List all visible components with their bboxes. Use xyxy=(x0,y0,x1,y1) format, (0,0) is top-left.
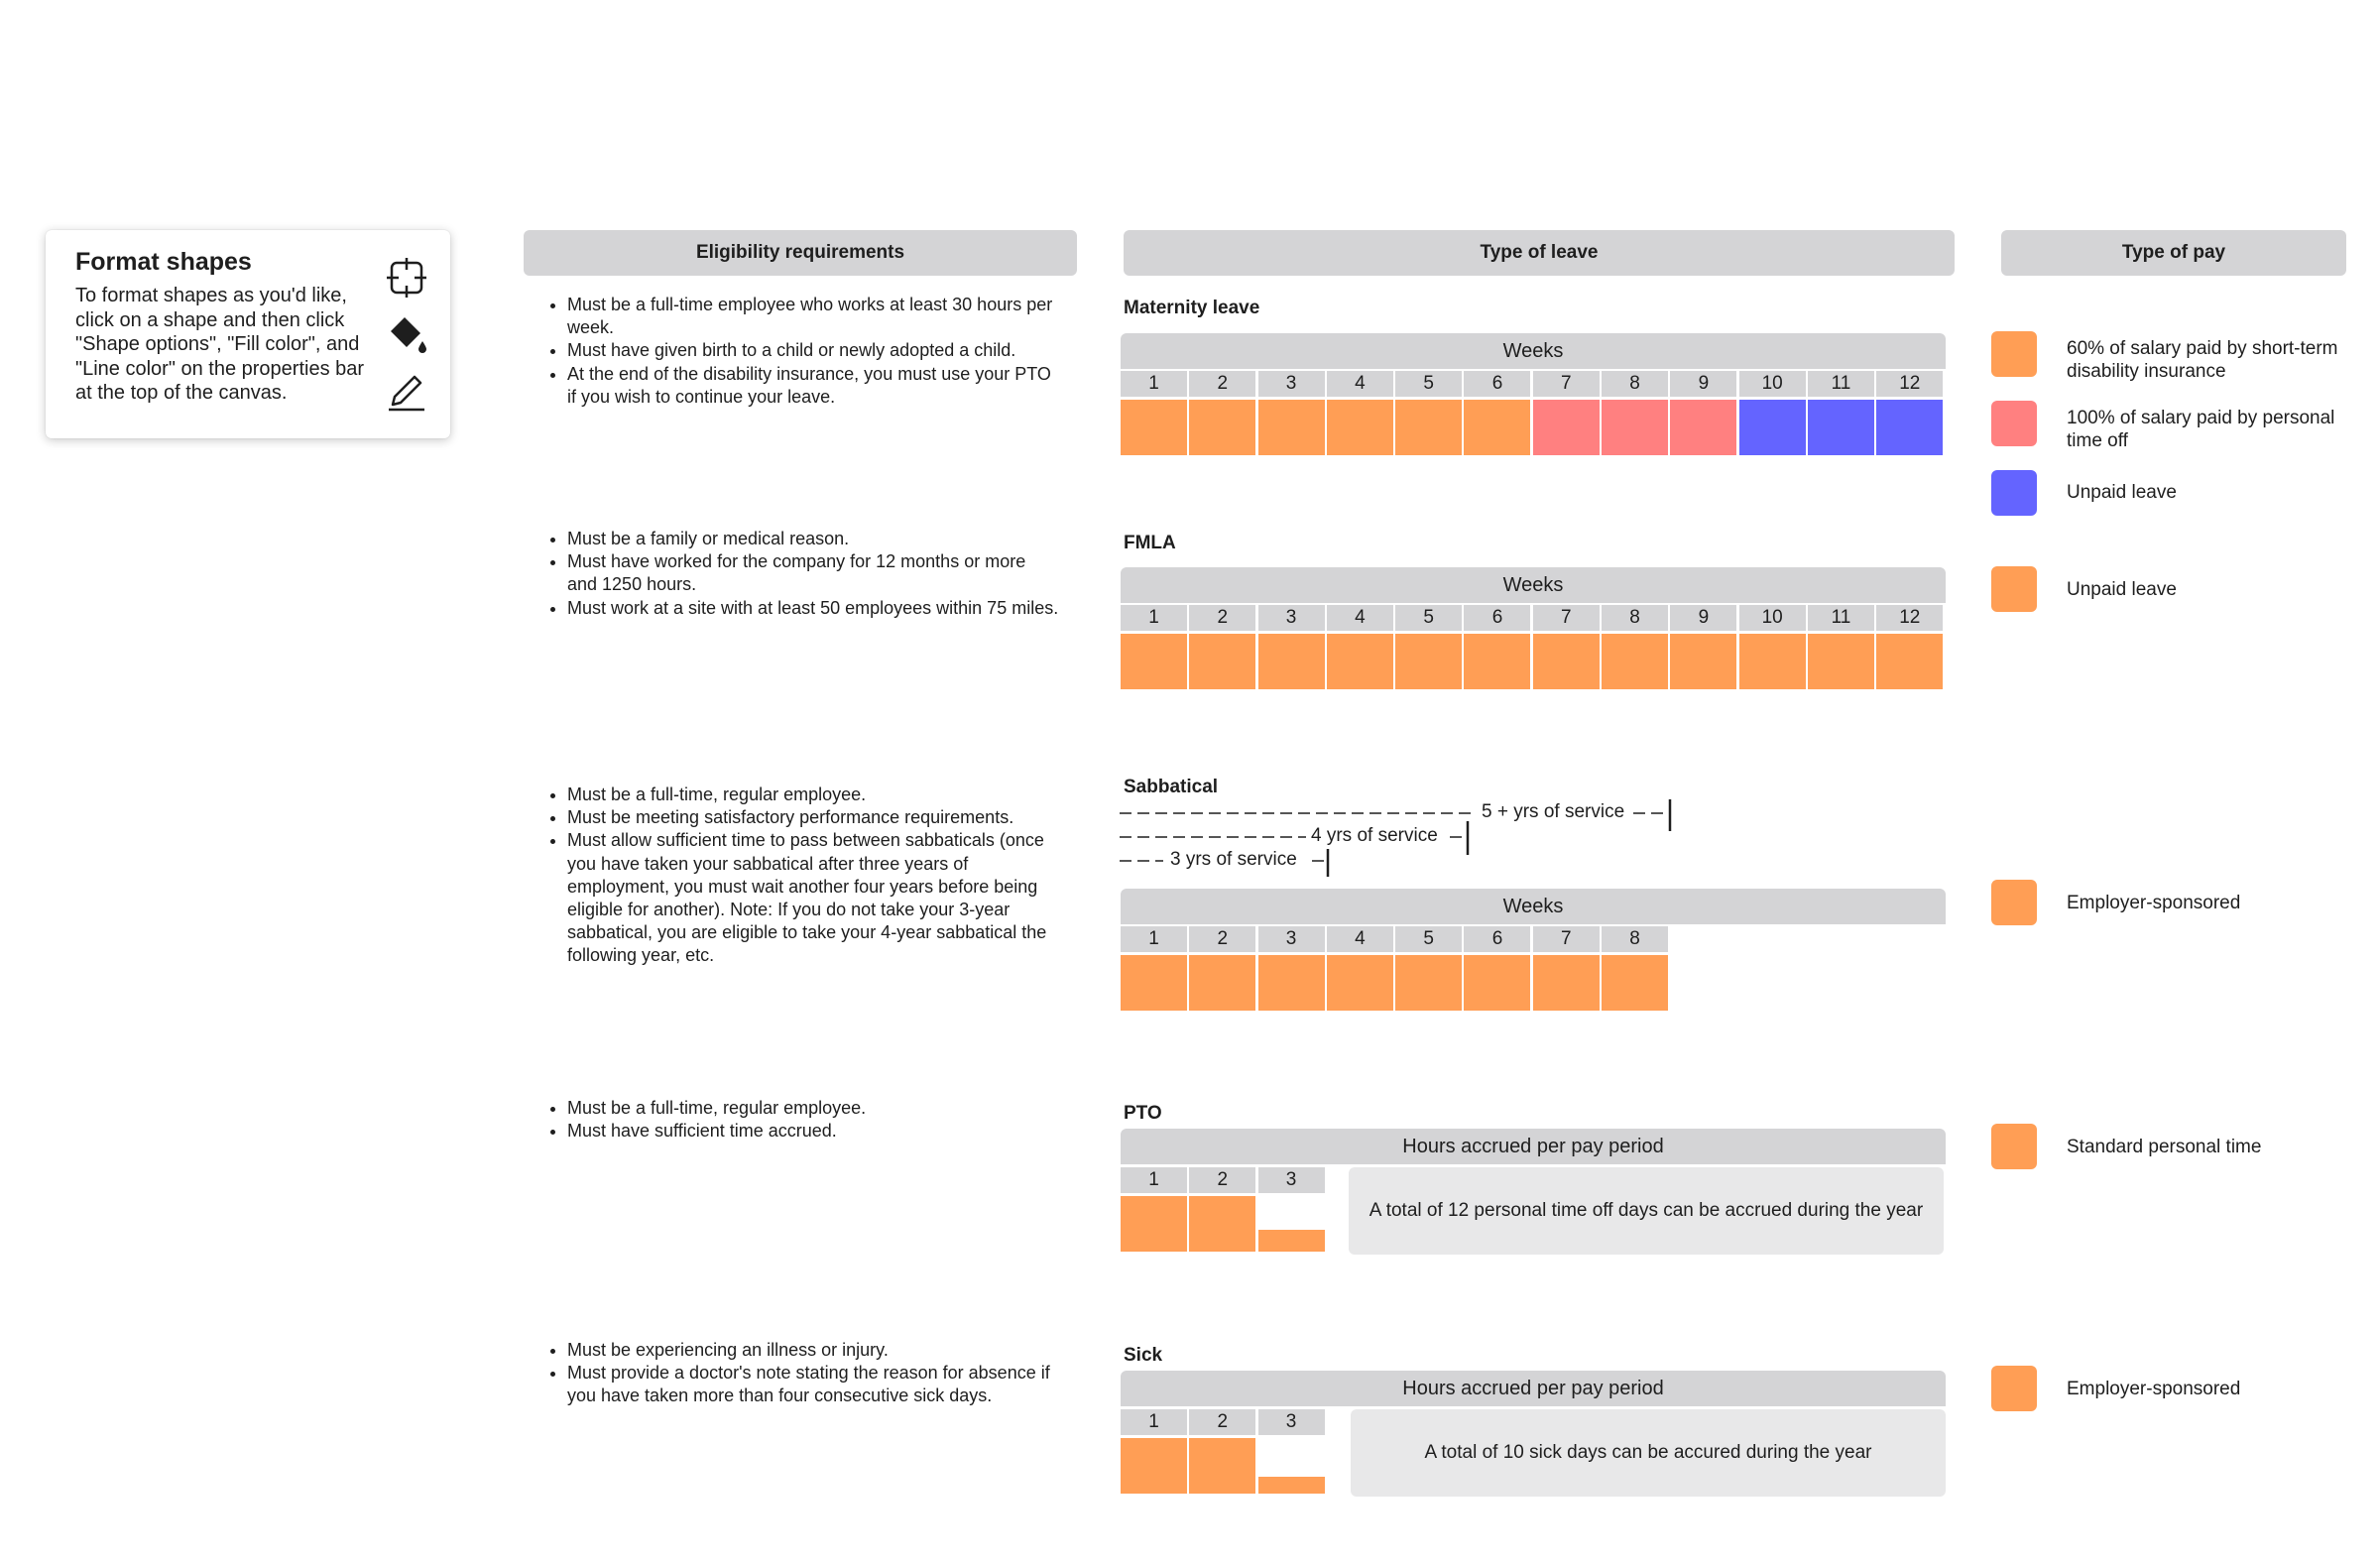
period-number: 1 xyxy=(1121,1167,1187,1193)
week-number: 11 xyxy=(1808,371,1874,397)
week-block[interactable] xyxy=(1739,400,1806,455)
pto-note: A total of 12 personal time off days can be accrued during the year xyxy=(1349,1167,1944,1255)
legend-swatch-blue[interactable] xyxy=(1991,470,2037,516)
week-number: 8 xyxy=(1602,926,1668,952)
pto-hours-bar: Hours accrued per pay period xyxy=(1121,1129,1946,1164)
sick-note: A total of 10 sick days can be accured during the year xyxy=(1351,1409,1946,1497)
format-shapes-card xyxy=(46,230,450,438)
week-block[interactable] xyxy=(1327,634,1393,689)
list-item: • Must have worked for the company for 12 months or more and 1250 hours. xyxy=(567,550,1059,596)
week-number: 11 xyxy=(1808,605,1874,631)
week-number: 1 xyxy=(1121,605,1187,631)
legend-swatch-orange[interactable] xyxy=(1991,1124,2037,1169)
period-number: 2 xyxy=(1189,1409,1255,1435)
sick-period-blocks xyxy=(1121,1438,1327,1494)
maternity-week-numbers xyxy=(1121,371,1946,397)
list-item: • Must work at a site with at least 50 employees within 75 miles. xyxy=(567,597,1059,620)
legend-label: 60% of salary paid by short-term disability insurance xyxy=(2067,338,2338,382)
week-number: 7 xyxy=(1533,926,1600,952)
legend-label: Standard personal time xyxy=(2067,1137,2262,1157)
week-block[interactable] xyxy=(1121,634,1187,689)
period-number: 2 xyxy=(1189,1167,1255,1193)
week-block[interactable] xyxy=(1258,955,1325,1011)
week-block[interactable] xyxy=(1670,400,1736,455)
week-number: 8 xyxy=(1602,605,1668,631)
sabbatical-title: Sabbatical xyxy=(1124,777,1219,797)
week-block[interactable] xyxy=(1602,400,1668,455)
fmla-weeks-bar: Weeks xyxy=(1121,567,1946,603)
list-item: • Must provide a doctor's note stating the reason for absence if you have taken more than four consecutive sick days. xyxy=(567,1362,1059,1407)
week-block[interactable] xyxy=(1189,955,1255,1011)
card-body: To format shapes as you'd like, click on a shape and then click "Shape options", "Fill color", and "Line color" on the properties bar at the top of the canvas. xyxy=(75,285,365,404)
list-item: • Must have given birth to a child or newly adopted a child. xyxy=(567,339,1059,362)
legend-label: Unpaid leave xyxy=(2067,482,2177,503)
service-label: 4 yrs of service xyxy=(1309,825,1440,849)
week-block[interactable] xyxy=(1327,955,1393,1011)
week-number: 5 xyxy=(1395,926,1462,952)
fmla-week-blocks xyxy=(1121,634,1946,689)
week-number: 3 xyxy=(1258,371,1325,397)
period-block[interactable] xyxy=(1121,1438,1187,1494)
week-number: 2 xyxy=(1189,926,1255,952)
legend-swatch-orange[interactable] xyxy=(1991,566,2037,612)
maternity-title: Maternity leave xyxy=(1124,298,1260,318)
fmla-title: FMLA xyxy=(1124,533,1176,553)
legend-label: Employer-sponsored xyxy=(2067,1379,2241,1399)
week-block[interactable] xyxy=(1876,400,1943,455)
service-label: 3 yrs of service xyxy=(1168,849,1299,873)
week-block[interactable] xyxy=(1464,400,1530,455)
sick-period-numbers xyxy=(1121,1409,1327,1435)
type-of-pay-header: Type of pay xyxy=(2001,230,2346,276)
legend-label: Employer-sponsored xyxy=(2067,893,2241,913)
week-number: 7 xyxy=(1533,371,1600,397)
week-block[interactable] xyxy=(1533,955,1600,1011)
card-title: Format shapes xyxy=(75,248,252,276)
sabbatical-weeks-bar: Weeks xyxy=(1121,889,1946,924)
maternity-weeks-bar: Weeks xyxy=(1121,333,1946,369)
week-number: 6 xyxy=(1464,926,1530,952)
week-number: 12 xyxy=(1876,605,1943,631)
sabbatical-week-blocks xyxy=(1121,955,1670,1011)
maternity-requirements xyxy=(524,294,1059,409)
sick-title: Sick xyxy=(1124,1345,1163,1366)
maternity-week-blocks xyxy=(1121,400,1946,455)
list-item: • Must allow sufficient time to pass between sabbaticals (once you have taken your sabbatical after three years of employment, you must wait another four years before being eligible for another). Note: If you do not take your 3-year sabbatical, you are eligible to take your 4-year sabbatical the following year, etc. xyxy=(567,829,1059,967)
list-item: • Must be meeting satisfactory performance requirements. xyxy=(567,806,1059,829)
week-block[interactable] xyxy=(1189,634,1255,689)
week-block[interactable] xyxy=(1189,400,1255,455)
sabbatical-requirements xyxy=(524,783,1059,968)
week-block[interactable] xyxy=(1670,634,1736,689)
sabbatical-week-numbers xyxy=(1121,926,1670,952)
week-block[interactable] xyxy=(1258,400,1325,455)
period-block-partial[interactable] xyxy=(1258,1196,1325,1252)
week-number: 2 xyxy=(1189,605,1255,631)
week-number: 5 xyxy=(1395,371,1462,397)
week-block[interactable] xyxy=(1464,634,1530,689)
legend-swatch-orange[interactable] xyxy=(1991,331,2037,377)
week-block[interactable] xyxy=(1808,634,1874,689)
legend-swatch-orange[interactable] xyxy=(1991,1366,2037,1411)
list-item: • Must be a full-time employee who works at least 30 hours per week. xyxy=(567,294,1059,339)
list-item: • Must be experiencing an illness or injury. xyxy=(567,1339,1059,1362)
week-number: 7 xyxy=(1533,605,1600,631)
week-block[interactable] xyxy=(1121,955,1187,1011)
legend-label: Unpaid leave xyxy=(2067,579,2177,600)
week-number: 1 xyxy=(1121,371,1187,397)
week-number: 12 xyxy=(1876,371,1943,397)
legend-swatch-pink[interactable] xyxy=(1991,401,2037,446)
pto-requirements xyxy=(524,1097,1059,1143)
legend-swatch-orange[interactable] xyxy=(1991,880,2037,925)
week-block[interactable] xyxy=(1258,634,1325,689)
pto-period-numbers xyxy=(1121,1167,1327,1193)
week-block[interactable] xyxy=(1739,634,1806,689)
type-of-leave-header: Type of leave xyxy=(1124,230,1955,276)
period-number: 3 xyxy=(1258,1409,1325,1435)
fmla-requirements xyxy=(524,528,1059,620)
pto-period-blocks xyxy=(1121,1196,1327,1252)
line-color-icon[interactable] xyxy=(385,369,428,413)
week-number: 1 xyxy=(1121,926,1187,952)
week-number: 3 xyxy=(1258,926,1325,952)
week-number: 10 xyxy=(1739,371,1806,397)
week-number: 5 xyxy=(1395,605,1462,631)
week-number: 6 xyxy=(1464,371,1530,397)
period-block[interactable] xyxy=(1189,1196,1255,1252)
service-label: 5 + yrs of service xyxy=(1480,801,1626,825)
week-block[interactable] xyxy=(1533,634,1600,689)
fmla-week-numbers xyxy=(1121,605,1946,631)
legend-label: 100% of salary paid by personal time off xyxy=(2067,408,2335,451)
period-number: 3 xyxy=(1258,1167,1325,1193)
week-block[interactable] xyxy=(1876,634,1943,689)
list-item: • Must be a full-time, regular employee. xyxy=(567,783,1059,806)
pto-title: PTO xyxy=(1124,1103,1162,1124)
list-item: • Must have sufficient time accrued. xyxy=(567,1120,1059,1143)
period-block-partial[interactable] xyxy=(1258,1438,1325,1494)
week-block[interactable] xyxy=(1533,400,1600,455)
week-number: 8 xyxy=(1602,371,1668,397)
list-item: • Must be a family or medical reason. xyxy=(567,528,1059,550)
list-item: • At the end of the disability insurance, you must use your PTO if you wish to continue your leave. xyxy=(567,363,1059,409)
week-block[interactable] xyxy=(1464,955,1530,1011)
week-block[interactable] xyxy=(1602,955,1668,1011)
week-block[interactable] xyxy=(1602,634,1668,689)
eligibility-header: Eligibility requirements xyxy=(524,230,1077,276)
week-block[interactable] xyxy=(1327,400,1393,455)
week-block[interactable] xyxy=(1395,955,1462,1011)
week-number: 4 xyxy=(1327,926,1393,952)
week-number: 10 xyxy=(1739,605,1806,631)
week-number: 4 xyxy=(1327,371,1393,397)
shape-options-icon[interactable] xyxy=(385,256,428,300)
period-number: 1 xyxy=(1121,1409,1187,1435)
week-block[interactable] xyxy=(1395,634,1462,689)
week-block[interactable] xyxy=(1395,400,1462,455)
week-number: 2 xyxy=(1189,371,1255,397)
sick-hours-bar: Hours accrued per pay period xyxy=(1121,1371,1946,1406)
week-number: 9 xyxy=(1670,371,1736,397)
period-block[interactable] xyxy=(1121,1196,1187,1252)
sick-requirements xyxy=(524,1339,1059,1408)
fill-color-icon[interactable] xyxy=(385,311,428,355)
week-block[interactable] xyxy=(1808,400,1874,455)
week-number: 9 xyxy=(1670,605,1736,631)
week-number: 3 xyxy=(1258,605,1325,631)
week-block[interactable] xyxy=(1121,400,1187,455)
week-number: 4 xyxy=(1327,605,1393,631)
week-number: 6 xyxy=(1464,605,1530,631)
period-block[interactable] xyxy=(1189,1438,1255,1494)
list-item: • Must be a full-time, regular employee. xyxy=(567,1097,1059,1120)
